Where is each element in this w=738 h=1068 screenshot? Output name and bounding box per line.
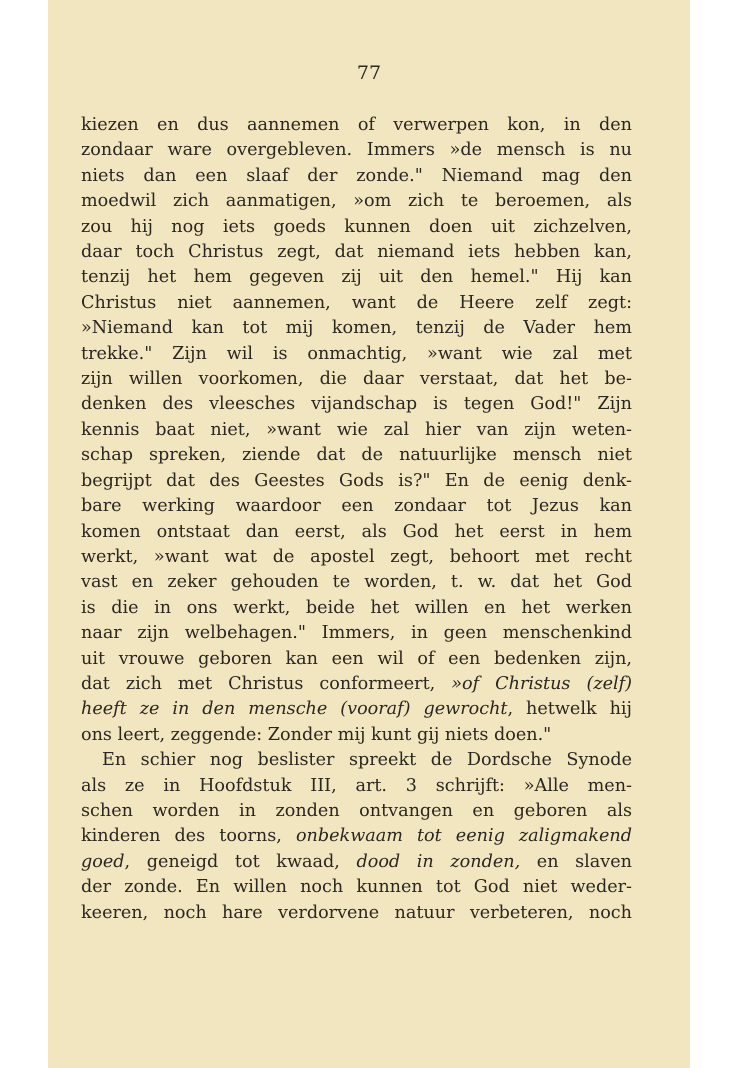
text-segment: niets dan een slaaf der zonde." Niemand mag den (81, 165, 632, 186)
text-segment: denken des vleesches vijandschap is tegen God!" Zijn (81, 394, 632, 415)
text-line (81, 291, 632, 316)
italic-text: onbekwaam tot eenig zaligmakend (295, 826, 632, 847)
text-line (81, 621, 632, 646)
text-line (81, 265, 632, 290)
text-line (81, 672, 632, 697)
page-number: 77 (356, 62, 382, 84)
text-segment: tenzij het hem gegeven zij uit den hemel." Hij kan (81, 267, 632, 288)
text-segment: bare werking waardoor een zondaar tot Jezus kan (81, 496, 632, 517)
text-segment: , geneigd tot kwaad, (124, 851, 357, 872)
text-segment: moedwil zich aanmatigen, »om zich te beroemen, als (81, 191, 632, 212)
text-segment: Christus niet aannemen, want de Heere zelf zegt: (81, 292, 632, 313)
text-segment: naar zijn welbehagen." Immers, in geen menschenkind (81, 623, 632, 644)
text-line (81, 342, 632, 367)
text-line (81, 723, 632, 748)
text-line (81, 443, 632, 468)
text-line (81, 138, 632, 163)
text-line (81, 494, 632, 519)
text-line (81, 647, 632, 672)
text-line (81, 850, 632, 875)
text-line (81, 520, 632, 545)
italic-text: dood in zonden, (356, 851, 521, 872)
text-segment: kinderen des toorns, (81, 826, 296, 847)
text-segment: kiezen en dus aannemen of verwerpen kon, in den (81, 115, 632, 135)
text-segment: dat zich met Christus conformeert, (81, 673, 452, 694)
text-line (81, 901, 632, 926)
text-segment: schap spreken, ziende dat de natuurlijke mensch niet (81, 445, 632, 466)
text-segment: trekke." Zijn wil is onmachtig, »want wie zal met (81, 343, 632, 364)
text-segment: schen worden in zonden ontvangen en geboren als (81, 800, 632, 821)
text-segment: zou hij nog iets goeds kunnen doen uit zichzelven, (81, 216, 632, 237)
italic-text: »of Christus (zelf) (451, 673, 633, 694)
text-line (81, 570, 632, 595)
text-segment: vast en zeker gehouden te worden, t. w. dat het God (81, 572, 632, 593)
text-line (81, 469, 632, 494)
text-line (81, 596, 632, 621)
text-line (81, 215, 632, 240)
text-segment: zondaar ware overgebleven. Immers »de mensch is nu (81, 140, 632, 161)
text-segment: , hetwelk hij (507, 699, 632, 720)
text-line (81, 748, 632, 773)
text-segment: En schier nog beslister spreekt de Dordsche Synode (102, 750, 632, 771)
text-segment: zijn willen voorkomen, die daar verstaat, dat het be- (81, 369, 632, 390)
text-segment: daar toch Christus zegt, dat niemand iets hebben kan, (81, 242, 632, 263)
text-line (81, 875, 632, 900)
text-segment: keeren, noch hare verdorvene natuur verbeteren, noch (81, 902, 632, 923)
text-line (81, 392, 632, 417)
text-segment: en slaven (520, 851, 632, 872)
text-line (81, 697, 632, 722)
book-page (48, 0, 690, 1068)
text-line (81, 189, 632, 214)
text-segment: werkt, »want wat de apostel zegt, behoort met recht (81, 546, 632, 567)
text-line (81, 418, 632, 443)
text-segment: als ze in Hoofdstuk III, art. 3 schrijft: »Alle men- (81, 775, 632, 796)
text-segment: »Niemand kan tot mij komen, tenzij de Vader hem (81, 318, 632, 339)
text-segment: komen ontstaat dan eerst, als God het eerst in hem (81, 521, 632, 542)
text-line (81, 113, 632, 138)
text-segment: kennis baat niet, »want wie zal hier van zijn weten- (81, 419, 632, 440)
text-line (81, 240, 632, 265)
text-line (81, 164, 632, 189)
text-line (81, 316, 632, 341)
text-line (81, 545, 632, 570)
italic-text: heeft ze in den mensche (vooraf) gewrocht (81, 699, 508, 720)
italic-text: goed (81, 851, 125, 872)
body-text (81, 113, 632, 926)
text-line (81, 799, 632, 824)
text-line (81, 774, 632, 799)
text-segment: is die in ons werkt, beide het willen en het werken (81, 597, 632, 618)
text-segment: begrijpt dat des Geestes Gods is?" En de eenig denk- (81, 470, 632, 491)
text-segment: ons leert, zeggende: Zonder mij kunt gij niets doen." (81, 724, 552, 745)
text-segment: uit vrouwe geboren kan een wil of een bedenken zijn, (81, 648, 632, 669)
text-line (81, 367, 632, 392)
text-line (81, 824, 632, 849)
text-segment: der zonde. En willen noch kunnen tot God niet weder- (81, 877, 632, 898)
